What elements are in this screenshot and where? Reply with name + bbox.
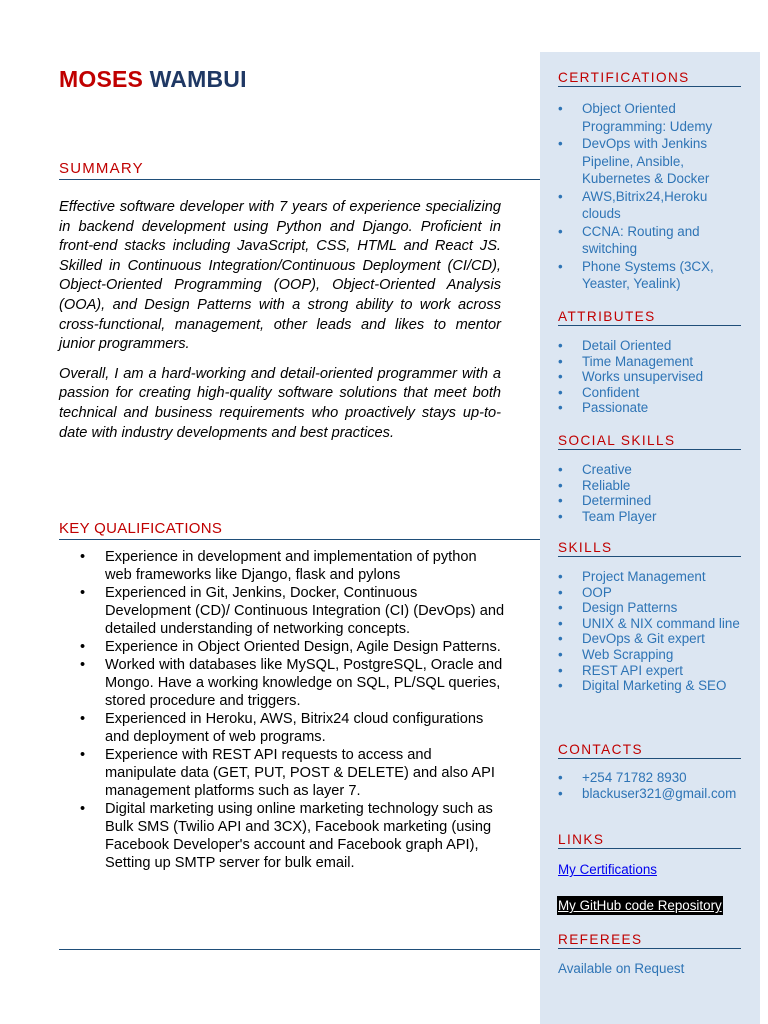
list-item: • Worked with databases like MySQL, PostgreSQL, Oracle and Mongo. Have a working knowledge on SQL, PL/SQL queries, stored procedure and triggers. <box>80 656 505 710</box>
list-item: • Experience with REST API requests to access and manipulate data (GET, PUT, POST & DELETE) and also API management platforms such as layer 7. <box>80 746 505 800</box>
bottom-divider <box>59 949 540 950</box>
list-item: • Team Player <box>558 509 741 525</box>
list-item: • Experience in development and implementation of python web frameworks like Django, flask and pylons <box>80 548 505 584</box>
list-item: • Digital Marketing & SEO <box>558 678 741 694</box>
list-item: • Experience in Object Oriented Design, Agile Design Patterns. <box>80 638 505 656</box>
list-item: • Experienced in Heroku, AWS, Bitrix24 cloud configurations and deployment of web programs. <box>80 710 505 746</box>
list-item: • UNIX & NIX command line <box>558 616 741 632</box>
list-item: • Time Management <box>558 354 741 370</box>
list-item: • Confident <box>558 385 741 401</box>
list-item: • REST API expert <box>558 663 741 679</box>
email-address: • blackuser321@gmail.com <box>558 786 741 802</box>
certifications-list <box>558 100 741 293</box>
list-item: • Detail Oriented <box>558 338 741 354</box>
list-item: • Web Scrapping <box>558 647 741 663</box>
links-heading: LINKS <box>558 832 741 849</box>
list-item: • Creative <box>558 462 741 478</box>
skills-heading: SKILLS <box>558 540 741 557</box>
list-item: • DevOps & Git expert <box>558 631 741 647</box>
last-name: WAMBUI <box>149 66 247 92</box>
contacts-heading: CONTACTS <box>558 742 741 759</box>
github-repository-link[interactable]: My GitHub code Repository <box>558 898 722 913</box>
list-item: • Passionate <box>558 400 741 416</box>
list-item: • DevOps with Jenkins Pipeline, Ansible, Kubernetes & Docker <box>558 135 741 188</box>
summary-paragraph: Effective software developer with 7 years of experience specializing in backend development using Python and Django. Proficient in front-end stacks including JavaScript, CSS, HTML and React JS. Skilled in Continuous Integration/Continuous Deployment (CI/CD), Object-Oriented Programming (OOP), Object-Oriented Analysis (OOA), and Design Patterns with a strong ability to work across cross-functional, management, other leads and likes to mentor junior programmers. <box>59 199 501 353</box>
attributes-list <box>558 338 741 416</box>
social-skills-heading: SOCIAL SKILLS <box>558 433 741 450</box>
phone-number: • +254 71782 8930 <box>558 770 741 786</box>
list-item: • Phone Systems (3CX, Yeaster, Yealink) <box>558 258 741 293</box>
summary-section <box>59 198 501 453</box>
list-item: • Works unsupervised <box>558 369 741 385</box>
key-qualifications-heading: KEY QUALIFICATIONS <box>59 520 540 540</box>
first-name: MOSES <box>59 66 144 92</box>
key-qualifications-list <box>80 548 505 872</box>
list-item: • Project Management <box>558 569 741 585</box>
certifications-link[interactable]: My Certifications <box>558 862 657 877</box>
list-item: • Design Patterns <box>558 600 741 616</box>
referees-heading: REFEREES <box>558 932 741 949</box>
candidate-name <box>59 66 247 93</box>
list-item: • OOP <box>558 585 741 601</box>
list-item: • Experienced in Git, Jenkins, Docker, Continuous Development (CD)/ Continuous Integration (CI) (DevOps) and detailed understanding of networking concepts. <box>80 584 505 638</box>
list-item: • AWS,Bitrix24,Heroku clouds <box>558 188 741 223</box>
skills-list <box>558 569 741 694</box>
list-item: • CCNA: Routing and switching <box>558 223 741 258</box>
contacts-list <box>558 770 741 801</box>
list-item: • Determined <box>558 493 741 509</box>
referees-text: Available on Request <box>558 961 685 976</box>
summary-paragraph: Overall, I am a hard-working and detail-oriented programmer with a passion for creating high-quality software solutions that meet both technical and business requirements who proactively stays up-to-date with industry developments and best practices. <box>59 365 501 441</box>
attributes-heading: ATTRIBUTES <box>558 309 741 326</box>
list-item: • Object Oriented Programming: Udemy <box>558 100 741 135</box>
social-skills-list <box>558 462 741 524</box>
list-item: • Digital marketing using online marketing technology such as Bulk SMS (Twilio API and 3CX), Facebook marketing (using Facebook Developer's account and Facebook graph API), Setting up SMTP server for bulk email. <box>80 800 505 872</box>
certifications-heading: CERTIFICATIONS <box>558 70 741 87</box>
list-item: • Reliable <box>558 478 741 494</box>
summary-heading: SUMMARY <box>59 160 540 180</box>
